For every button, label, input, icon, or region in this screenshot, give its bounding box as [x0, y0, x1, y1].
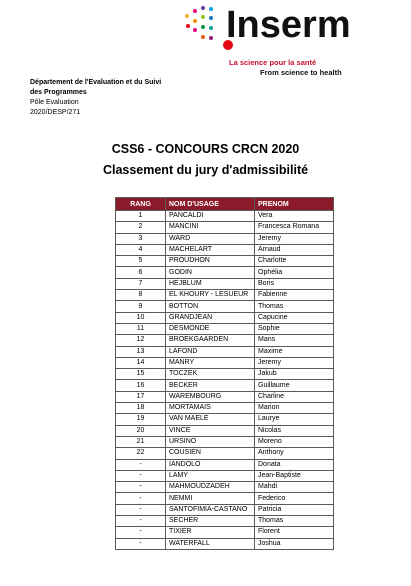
- cell-prenom: Arnaud: [255, 244, 334, 255]
- cell-rang: 15: [116, 369, 166, 380]
- cell-nom: SECHER: [166, 516, 255, 527]
- table-row: [116, 244, 334, 255]
- department-line3: Pôle Evaluation: [30, 99, 79, 106]
- department-line2: des Programmes: [30, 89, 87, 96]
- cell-prenom: Thomas: [255, 301, 334, 312]
- department-line1: Département de l'Evaluation et du Suivi: [30, 79, 162, 86]
- cell-prenom: Capucine: [255, 312, 334, 323]
- cell-rang: 20: [116, 425, 166, 436]
- header-nom: NOM D'USAGE: [166, 198, 255, 211]
- cell-rang: -: [116, 470, 166, 481]
- cell-rang: 4: [116, 244, 166, 255]
- table-row: [116, 403, 334, 414]
- table-row: [116, 380, 334, 391]
- cell-prenom: Nicolas: [255, 425, 334, 436]
- cell-prenom: Mans: [255, 335, 334, 346]
- cell-prenom: Charlotte: [255, 256, 334, 267]
- table-row: [116, 357, 334, 368]
- table-header-row: [116, 198, 334, 211]
- cell-nom: EL KHOURY - LESUEUR: [166, 290, 255, 301]
- cell-prenom: Jakub: [255, 369, 334, 380]
- cell-nom: PROUDHON: [166, 256, 255, 267]
- cell-nom: MANCINI: [166, 222, 255, 233]
- cell-prenom: Marion: [255, 403, 334, 414]
- tagline-en: From science to health: [260, 68, 342, 77]
- cell-nom: TIXIER: [166, 527, 255, 538]
- cell-rang: 3: [116, 233, 166, 244]
- cell-nom: BECKER: [166, 380, 255, 391]
- cell-rang: -: [116, 527, 166, 538]
- header-rang: RANG: [116, 198, 166, 211]
- cell-prenom: Laurye: [255, 414, 334, 425]
- table-row: [116, 301, 334, 312]
- cell-rang: 16: [116, 380, 166, 391]
- cell-rang: 10: [116, 312, 166, 323]
- cell-nom: WARD: [166, 233, 255, 244]
- cell-rang: 18: [116, 403, 166, 414]
- cell-rang: 6: [116, 267, 166, 278]
- table-row: [116, 493, 334, 504]
- table-row: [116, 504, 334, 515]
- table-row: [116, 527, 334, 538]
- cell-nom: MANRY: [166, 357, 255, 368]
- cell-rang: 1: [116, 211, 166, 222]
- cell-rang: -: [116, 516, 166, 527]
- table-row: [116, 516, 334, 527]
- table-row: [116, 346, 334, 357]
- cell-rang: -: [116, 504, 166, 515]
- cell-prenom: Florent: [255, 527, 334, 538]
- logo-dots-icon: [183, 6, 227, 56]
- table-row: [116, 323, 334, 334]
- table-row: [116, 414, 334, 425]
- cell-rang: 17: [116, 391, 166, 402]
- cell-nom: URSINO: [166, 436, 255, 447]
- cell-rang: 13: [116, 346, 166, 357]
- table-row: [116, 369, 334, 380]
- cell-nom: GRANDJEAN: [166, 312, 255, 323]
- table-row: [116, 290, 334, 301]
- document-title: CSS6 - CONCOURS CRCN 2020: [111, 142, 300, 156]
- logo-wordmark: Inserm: [226, 4, 351, 46]
- table-row: [116, 256, 334, 267]
- cell-prenom: Guillaume: [255, 380, 334, 391]
- tagline-fr: La science pour la santé: [229, 58, 317, 67]
- ranking-table: [115, 197, 334, 550]
- table-row: [116, 448, 334, 459]
- cell-prenom: Anthony: [255, 448, 334, 459]
- cell-nom: SANTOFIMIA-CASTANO: [166, 504, 255, 515]
- cell-nom: LAFOND: [166, 346, 255, 357]
- cell-nom: MAHMOUDZADEH: [166, 482, 255, 493]
- cell-rang: -: [116, 459, 166, 470]
- cell-prenom: Francesca Romana: [255, 222, 334, 233]
- cell-nom: COUSIEN: [166, 448, 255, 459]
- cell-rang: 21: [116, 436, 166, 447]
- cell-rang: -: [116, 482, 166, 493]
- table-row: [116, 267, 334, 278]
- cell-nom: MACHELART: [166, 244, 255, 255]
- table-row: [116, 470, 334, 481]
- cell-nom: HEJBLUM: [166, 278, 255, 289]
- cell-prenom: Ophélia: [255, 267, 334, 278]
- cell-nom: NEMMI: [166, 493, 255, 504]
- table-row: [116, 211, 334, 222]
- inserm-logo: [183, 6, 353, 78]
- cell-prenom: Federico: [255, 493, 334, 504]
- department-line4: 2020/DESP/271: [30, 109, 81, 116]
- cell-prenom: Jeremy: [255, 233, 334, 244]
- cell-prenom: Moreno: [255, 436, 334, 447]
- cell-nom: PANCALDI: [166, 211, 255, 222]
- cell-nom: VINCE: [166, 425, 255, 436]
- cell-nom: WATERFALL: [166, 538, 255, 549]
- cell-prenom: Mahdi: [255, 482, 334, 493]
- cell-rang: 12: [116, 335, 166, 346]
- department-block: [30, 78, 230, 118]
- cell-prenom: Patricia: [255, 504, 334, 515]
- table-row: [116, 482, 334, 493]
- cell-nom: BROEKGAARDEN: [166, 335, 255, 346]
- cell-nom: LAMY: [166, 470, 255, 481]
- cell-prenom: Charline: [255, 391, 334, 402]
- table-row: [116, 391, 334, 402]
- cell-rang: 14: [116, 357, 166, 368]
- cell-nom: IANDOLO: [166, 459, 255, 470]
- cell-prenom: Joshua: [255, 538, 334, 549]
- table-row: [116, 538, 334, 549]
- cell-prenom: Donata: [255, 459, 334, 470]
- cell-nom: DESMONDE: [166, 323, 255, 334]
- cell-prenom: Fabienne: [255, 290, 334, 301]
- cell-rang: -: [116, 493, 166, 504]
- table-row: [116, 436, 334, 447]
- cell-rang: 5: [116, 256, 166, 267]
- table-row: [116, 222, 334, 233]
- cell-nom: VAN MAELE: [166, 414, 255, 425]
- cell-prenom: Sophie: [255, 323, 334, 334]
- cell-prenom: Jean-Baptiste: [255, 470, 334, 481]
- table-row: [116, 335, 334, 346]
- table-row: [116, 425, 334, 436]
- header-prenom: PRENOM: [255, 198, 334, 211]
- cell-rang: 8: [116, 290, 166, 301]
- cell-prenom: Boris: [255, 278, 334, 289]
- cell-rang: 22: [116, 448, 166, 459]
- cell-prenom: Jeremy: [255, 357, 334, 368]
- cell-nom: BOTTON: [166, 301, 255, 312]
- cell-rang: 11: [116, 323, 166, 334]
- cell-rang: -: [116, 538, 166, 549]
- cell-rang: 2: [116, 222, 166, 233]
- cell-prenom: Maxime: [255, 346, 334, 357]
- cell-rang: 7: [116, 278, 166, 289]
- cell-prenom: Thomas: [255, 516, 334, 527]
- table-row: [116, 312, 334, 323]
- cell-prenom: Vera: [255, 211, 334, 222]
- table-row: [116, 233, 334, 244]
- table-row: [116, 278, 334, 289]
- cell-nom: WAREMBOURG: [166, 391, 255, 402]
- cell-nom: MORTAMAIS: [166, 403, 255, 414]
- cell-rang: 9: [116, 301, 166, 312]
- table-row: [116, 459, 334, 470]
- cell-nom: GODIN: [166, 267, 255, 278]
- cell-nom: TOCZEK: [166, 369, 255, 380]
- cell-rang: 19: [116, 414, 166, 425]
- document-subtitle: Classement du jury d'admissibilité: [102, 163, 309, 177]
